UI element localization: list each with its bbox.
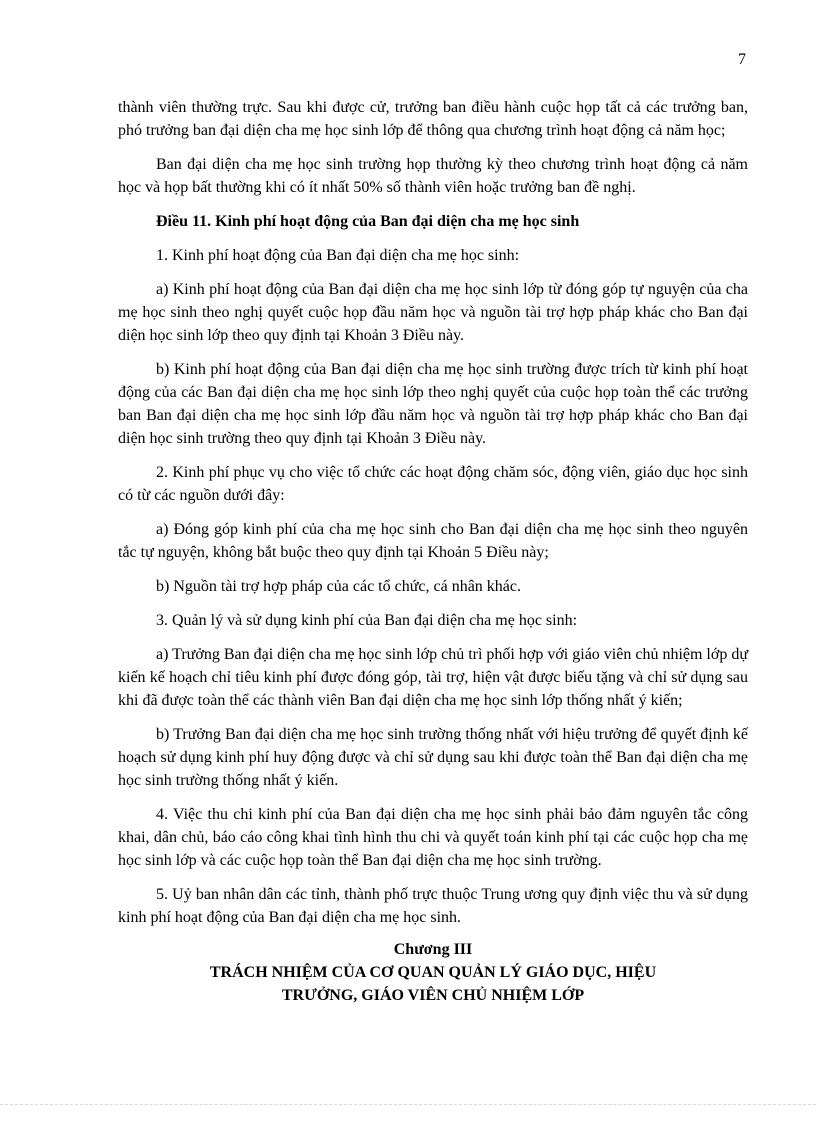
clause-3b: b) Trưởng Ban đại diện cha mẹ học sinh trường thống nhất với hiệu trưởng để quyết định kế hoạch sử dụng kinh phí huy động được và chỉ sử dụng sau khi được toàn thể Ban đại diện cha mẹ học sinh trường thống nhất ý kiến. — [118, 726, 748, 789]
clause-5: 5. Uỷ ban nhân dân các tỉnh, thành phố trực thuộc Trung ương quy định việc thu và sử dụng kinh phí hoạt động của Ban đại diện cha mẹ học sinh. — [118, 886, 748, 926]
clause-2a: a) Đóng góp kinh phí của cha mẹ học sinh cho Ban đại diện cha mẹ học sinh theo nguyên tắc tự nguyện, không bắt buộc theo quy định tại Khoản 5 Điều này; — [118, 521, 748, 561]
paragraph: Ban đại diện cha mẹ học sinh trường họp thường kỳ theo chương trình hoạt động cả năm học và họp bất thường khi có ít nhất 50% số thành viên hoặc trưởng ban đề nghị. — [118, 156, 748, 196]
chapter-title-line-1: TRÁCH NHIỆM CỦA CƠ QUAN QUẢN LÝ GIÁO DỤC, HIỆU — [209, 964, 657, 981]
clause-2: 2. Kinh phí phục vụ cho việc tổ chức các hoạt động chăm sóc, động viên, giáo dục học sinh có từ các nguồn dưới đây: — [118, 464, 748, 504]
clause-3a: a) Trưởng Ban đại diện cha mẹ học sinh lớp chủ trì phối hợp với giáo viên chủ nhiệm lớp dự kiến kế hoạch chỉ tiêu kinh phí được đóng góp, tài trợ, hiện vật được biếu tặng và chỉ sử dụng sau khi đã được toàn thể các thành viên Ban đại diện cha mẹ học sinh lớp thống nhất ý kiến; — [118, 646, 749, 709]
clause-3: 3. Quản lý và sử dụng kinh phí của Ban đại diện cha mẹ học sinh: — [156, 612, 578, 629]
clause-4: 4. Việc thu chi kinh phí của Ban đại diện cha mẹ học sinh phải bảo đảm nguyên tắc công khai, dân chủ, báo cáo công khai tình hình thu chi và quyết toán kinh phí tại các cuộc họp cha mẹ học sinh lớp và các cuộc họp toàn thể Ban đại diện cha mẹ học sinh trường. — [118, 806, 748, 869]
page-bottom-divider — [0, 1104, 816, 1105]
page-number: 7 — [738, 51, 746, 68]
clause-1a: a) Kinh phí hoạt động của Ban đại diện cha mẹ học sinh lớp từ đóng góp tự nguyện của cha mẹ học sinh theo nghị quyết cuộc họp đầu năm học và nguồn tài trợ hợp pháp khác cho Ban đại diện học sinh lớp theo quy định tại Khoản 3 Điều này. — [118, 281, 748, 344]
clause-1b: b) Kinh phí hoạt động của Ban đại diện cha mẹ học sinh trường được trích từ kinh phí hoạt động của các Ban đại diện cha mẹ học sinh lớp theo nghị quyết của cuộc họp toàn thể các trưởng ban Ban đại diện cha mẹ học sinh lớp đầu năm học và nguồn tài trợ hợp pháp khác cho Ban đại diện học sinh trường theo quy định tại Khoản 3 Điều này. — [118, 361, 748, 447]
chapter-title-line-2: TRƯỞNG, GIÁO VIÊN CHỦ NHIỆM LỚP — [281, 987, 585, 1004]
article-heading: Điều 11. Kinh phí hoạt động của Ban đại diện cha mẹ học sinh — [156, 213, 580, 230]
clause-1: 1. Kinh phí hoạt động của Ban đại diện cha mẹ học sinh: — [156, 247, 520, 264]
clause-2b: b) Nguồn tài trợ hợp pháp của các tổ chức, cá nhân khác. — [156, 578, 522, 595]
document-body — [118, 96, 748, 1007]
chapter-heading — [118, 938, 748, 1007]
paragraph: thành viên thường trực. Sau khi được cử, trưởng ban điều hành cuộc họp tất cả các trưởng ban, phó trưởng ban đại diện cha mẹ học sinh lớp để thông qua chương trình hoạt động cả năm học; — [118, 99, 748, 139]
chapter-number: Chương III — [393, 941, 473, 958]
